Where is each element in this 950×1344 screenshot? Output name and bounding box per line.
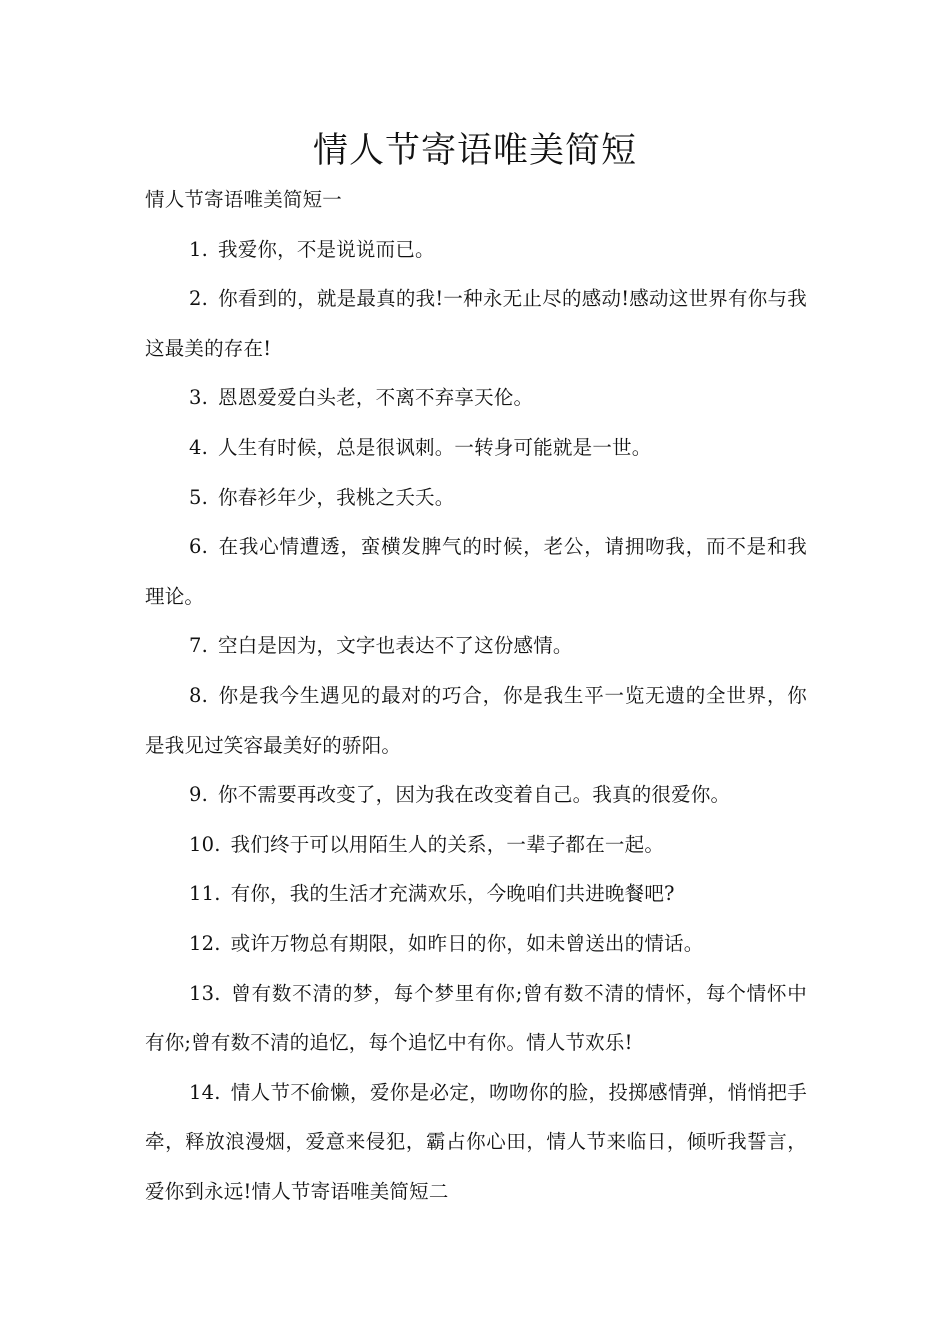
- item-text: 空白是因为，文字也表达不了这份感情。: [218, 634, 573, 658]
- list-item: [145, 671, 807, 770]
- item-number: 12.: [189, 931, 221, 955]
- item-number: 9.: [189, 783, 209, 807]
- item-number: 11.: [189, 882, 221, 906]
- item-text: 或许万物总有期限，如昨日的你，如未曾送出的情话。: [230, 931, 704, 955]
- list-item: [145, 919, 807, 969]
- list-item: [145, 423, 807, 473]
- item-number: 5.: [189, 485, 209, 509]
- item-number: 1.: [189, 237, 209, 261]
- item-number: 7.: [189, 634, 209, 658]
- item-text: 你不需要再改变了，因为我在改变着自己。我真的很爱你。: [218, 783, 731, 807]
- item-number: 3.: [189, 386, 209, 410]
- list-item: [145, 869, 807, 919]
- list-item: [145, 1068, 807, 1217]
- item-text: 情人节不偷懒，爱你是必定，吻吻你的脸，投掷感情弹，悄悄把手牵，释放浪漫烟，爱意来侵犯，霸占你心田，情人节来临日，倾听我誓言，爱你到永远!情人节寄语唯美简短二: [145, 1080, 807, 1203]
- item-text: 你是我今生遇见的最对的巧合，你是我生平一览无遗的全世界，你是我见过笑容最美好的骄阳。: [145, 683, 807, 757]
- item-text: 你春衫年少，我桃之夭夭。: [218, 485, 455, 509]
- item-number: 6.: [189, 535, 209, 559]
- list-item: [145, 473, 807, 523]
- document-body: [145, 175, 807, 1216]
- document-title: 情人节寄语唯美简短: [312, 131, 637, 171]
- list-item: [145, 522, 807, 621]
- item-number: 4.: [189, 435, 209, 459]
- item-number: 13.: [189, 981, 221, 1005]
- list-item: [145, 820, 807, 870]
- item-text: 你看到的，就是最真的我!一种永无止尽的感动!感动这世界有你与我这最美的存在!: [145, 287, 807, 360]
- item-text: 人生有时候，总是很讽刺。一转身可能就是一世。: [218, 435, 652, 459]
- item-text: 恩恩爱爱白头老，不离不弃享天伦。: [218, 386, 534, 410]
- item-text: 有你，我的生活才充满欢乐，今晚咱们共进晚餐吧?: [230, 882, 675, 906]
- item-number: 2.: [189, 287, 209, 311]
- item-text: 曾有数不清的梦，每个梦里有你;曾有数不清的情怀，每个情怀中有你;曾有数不清的追忆，每个追忆中有你。情人节欢乐!: [145, 981, 807, 1055]
- item-number: 8.: [189, 683, 209, 707]
- item-number: 14.: [189, 1080, 221, 1104]
- item-number: 10.: [189, 832, 221, 856]
- section-heading: 情人节寄语唯美简短一: [145, 188, 343, 211]
- list-item: [145, 225, 807, 275]
- list-item: [145, 770, 807, 820]
- item-text: 在我心情遭透，蛮横发脾气的时候，老公，请拥吻我，而不是和我理论。: [145, 535, 807, 608]
- list-item: [145, 621, 807, 671]
- list-item: [145, 274, 807, 373]
- item-text: 我们终于可以用陌生人的关系，一辈子都在一起。: [230, 832, 665, 856]
- list-item: [145, 373, 807, 423]
- item-text: 我爱你，不是说说而已。: [218, 237, 435, 261]
- list-item: [145, 969, 807, 1068]
